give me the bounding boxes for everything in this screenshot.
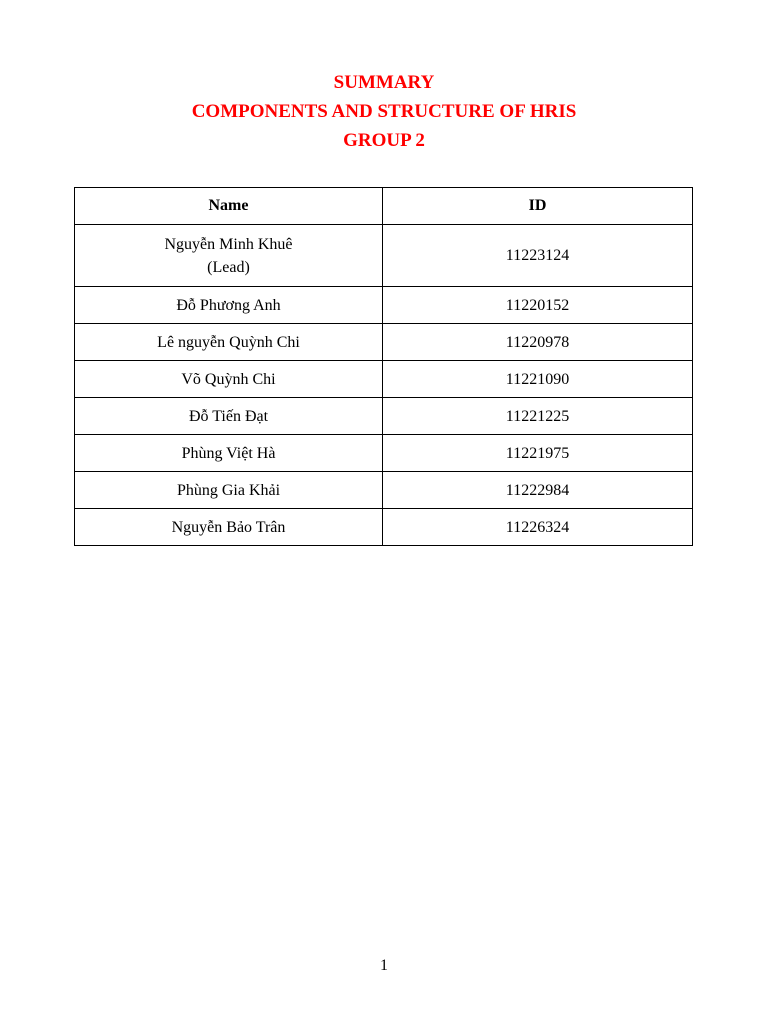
- page-number: 1: [380, 957, 388, 974]
- member-name-cell: [75, 225, 383, 287]
- member-id: 11220152: [383, 287, 693, 324]
- member-name: Nguyễn Bảo Trân: [75, 509, 383, 546]
- table-row: [75, 361, 693, 398]
- member-id: 11223124: [383, 225, 693, 287]
- member-name: Đỗ Tiến Đạt: [75, 398, 383, 435]
- table-row: [75, 287, 693, 324]
- table-header-row: [75, 188, 693, 225]
- document-title: [0, 68, 768, 155]
- member-id: 11221090: [383, 361, 693, 398]
- table-row: [75, 435, 693, 472]
- member-role: (Lead): [207, 258, 250, 276]
- table-row: [75, 509, 693, 546]
- member-name: Lê nguyễn Quỳnh Chi: [75, 324, 383, 361]
- members-table: [74, 187, 693, 546]
- table-row: [75, 324, 693, 361]
- member-name: Nguyễn Minh Khuê: [164, 235, 293, 253]
- member-id: 11221225: [383, 398, 693, 435]
- title-topic: COMPONENTS AND STRUCTURE OF HRIS: [191, 101, 577, 122]
- header-id: ID: [383, 188, 693, 225]
- member-id: 11220978: [383, 324, 693, 361]
- member-name: Đỗ Phương Anh: [75, 287, 383, 324]
- table-row: [75, 398, 693, 435]
- header-name: Name: [75, 188, 383, 225]
- table-row: [75, 225, 693, 287]
- member-name: Võ Quỳnh Chi: [75, 361, 383, 398]
- member-id: 11221975: [383, 435, 693, 472]
- member-id: 11222984: [383, 472, 693, 509]
- member-name: Phùng Việt Hà: [75, 435, 383, 472]
- table-row: [75, 472, 693, 509]
- title-group: GROUP 2: [343, 130, 425, 151]
- title-summary: SUMMARY: [333, 72, 435, 93]
- member-name: Phùng Gia Khải: [75, 472, 383, 509]
- member-id: 11226324: [383, 509, 693, 546]
